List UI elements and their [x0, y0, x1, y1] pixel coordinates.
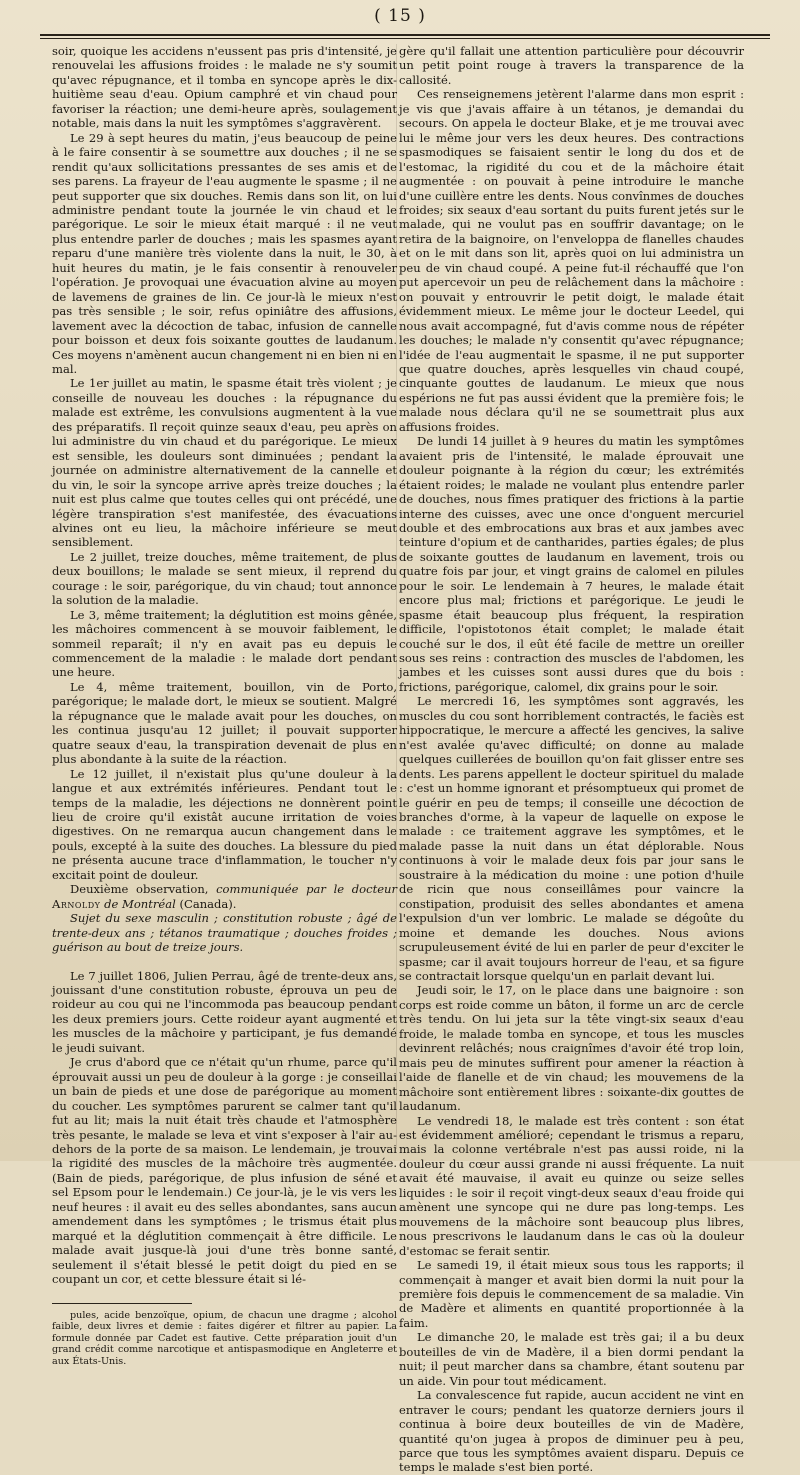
observation-place-paren: (Canada). [179, 896, 237, 911]
page-number: ( 15 ) [374, 6, 426, 26]
paragraph: Le vendredi 18, le malade est très content : son état est évidemment amélioré; cependant le trismus a reparu, mais la colonne vertébrale n'est pas aussi roide, ni la douleur du cœur aussi grande ni aussi fréquente. La nuit avait été mauvaise, il avait eu quinze ou seize selles liquides : le soir il reçoit vingt-deux seaux d'eau froide qui amènent une syncope qui ne dure pas long-temps. Les mouvemens de la mâchoire sont beaucoup plus libres, nous prescrivons le laudanum dans le cas où la douleur d'estomac se ferait sentir. [399, 1113, 744, 1258]
observation-author-suffix: de [104, 896, 119, 911]
header-rule [40, 34, 770, 36]
observation-heading [52, 882, 397, 911]
observation-author: Arnoldy [52, 896, 101, 911]
paragraph: Le 1er juillet au matin, le spasme était très violent ; je conseille de nouveau les douches : la répugnance du malade est extrême, les convulsions augmentent à la vue des préparatifs. Il reçoit quinze seaux d'eau, peu après on lui administre du vin chaud et du parégorique. Le mieux est sensible, les douleurs sont diminuées ; pendant la journée on administre alternativement de la cannelle et du vin, le soir la syncope arrive après treize douches ; la nuit est plus calme que toutes celles qui ont précédé, une légère transpiration s'est manifestée, des évacuations alvines ont eu lieu, la mâchoire inférieure se meut sensiblement. [52, 376, 397, 550]
header-rule-thin [40, 38, 770, 39]
paragraph: Le 29 à sept heures du matin, j'eus beaucoup de peine à le faire consentir à se soumettre aux douches ; il ne se rendit qu'aux sollicitations pressantes de ses amis et de ses parens. La frayeur de l'eau augmente le spasme ; il ne peut supporter que six douches. Remis dans son lit, on lui administre pendant toute la journée le vin chaud et le parégorique. Le soir le mieux était marqué : il ne veut plus entendre parler de douches ; mais les spasmes ayant reparu d'une manière très violente dans la nuit, le 30, à huit heures du matin, je le fais consentir à renouveler l'opération. Je provoquai une évacuation alvine au moyen de lavemens de graines de lin. Ce jour-là le mieux n'est pas très sensible ; le soir, refus opiniâtre des affusions, lavement avec la décoction de tabac, infusion de cannelle pour boisson et deux fois soixante gouttes de laudanum. Ces moyens n'amènent aucun changement ni en bien ni en mal. [52, 130, 397, 376]
paragraph: Ces renseignemens jetèrent l'alarme dans mon esprit : je vis que j'avais affaire à un tétanos, je demandai du secours. On appela le docteur Blake, et je me trouvai avec lui le même jour vers les deux heures. Des contractions spasmodiques se faisaient sentir le long du dos et de l'estomac, la rigidité du cou et de la mâchoire était augmentée : on pouvait à peine introduire le manche d'une cuillère entre les dents. Nous convînmes de douches froides; six seaux d'eau sortant du puits furent jetés sur le malade, qui ne voulut pas en souffrir davantage; on le retira de la baignoire, on l'enveloppa de flanelles chaudes et on le mit dans son lit, après quoi on lui administra un peu de vin chaud coupé. A peine fut-il réchauffé que l'on put apercevoir un peu de relâchement dans la mâchoire : on pouvait y entrouvrir le petit doigt, le malade était évidemment mieux. Le même jour le docteur Leedel, qui nous avait accompagné, fut d'avis comme nous de répéter les douches; le malade n'y consentit qu'avec répugnance; l'idée de l'eau augmentait le spasme, il ne put supporter que quatre douches, après lesquelles vin chaud coupé, cinquante gouttes de laudanum. Le mieux que nous espérions ne fut pas aussi évident que la première fois; le malade nous déclara qu'il ne se soumettrait plus aux affusions froides. [399, 87, 744, 434]
right-column [399, 44, 744, 1475]
observation-communicated: communiquée par le docteur [216, 882, 397, 897]
paragraph: Le 7 juillet 1806, Julien Perrau, âgé de trente-deux ans, jouissant d'une constitution robuste, éprouva un peu de roideur au cou qui ne l'incommoda pas beaucoup pendant les deux premiers jours. Cette roideur ayant augmenté et les muscles de la mâchoire y participant, je fus demandé le jeudi suivant. [52, 968, 397, 1055]
paragraph: Le 12 juillet, il n'existait plus qu'une douleur à la langue et aux extrémités inférieures. Pendant tout le temps de la maladie, les déjections ne donnèrent point lieu de croire qu'il existât aucune irritation de voies digestives. On ne remarqua aucun changement dans le pouls, excepté à la suite des douches. La blessure du pied ne présenta aucune trace d'inflammation, le toucher n'y excitait point de douleur. [52, 766, 397, 882]
observation-place: Montréal [122, 896, 176, 911]
paragraph: Le 4, même traitement, bouillon, vin de Porto, parégorique; le malade dort, le mieux se soutient. Malgré la répugnance que le malade avait pour les douches, on les continua jusqu'au 12 juillet; il pouvait supporter quatre seaux d'eau, la transpiration devenait de plus en plus abondante à la suite de la réaction. [52, 679, 397, 767]
paragraph: Le mercredi 16, les symptômes sont aggravés, les muscles du cou sont horriblement contractés, le faciès est hippocratique, le mercure a affecté les gencives, la salive n'est avalée qu'avec difficulté; on donne au malade quelques cuillerées de bouillon qu'on fait glisser entre ses dents. Les parens appellent le docteur spirituel du malade : c'est un homme ignorant et présomptueux qui promet de le guérir en peu de temps; il conseille une décoction de branches d'orme, à la vapeur de laquelle on expose le malade : ce traitement aggrave les symptômes, et le malade passe la nuit dans un état déplorable. Nous continuons à voir le malade deux fois par jour sans le soustraire à la médication du moine : une potion d'huile de ricin que nous conseillâmes pour vaincre la constipation, produisit des selles abondantes et amena l'expulsion d'un ver lombric. Le malade se dégoûte du moine et demande les douches. Nous avions scrupuleusement évité de lui en parler de peur d'exciter le spasme; car il avait toujours horreur de l'eau, et sa figure se contractait lorsque quelqu'un en parlait devant lui. [399, 694, 744, 983]
paragraph: De lundi 14 juillet à 9 heures du matin les symptômes avaient pris de l'intensité, le malade éprouvait une douleur poignante à la région du cœur; les extrémités étaient roides; le malade ne voulant plus entendre parler de douches, nous fîmes pratiquer des frictions à la partie interne des cuisses, avec une once d'onguent mercuriel double et des embrocations aux bras et aux jambes avec teinture d'opium et de cantharides, parties égales; de plus de soixante gouttes de laudanum en lavement, trois ou quatre fois par jour, et vingt grains de calomel en pilules pour le soir. Le lendemain à 7 heures, le malade était encore plus mal; frictions et parégorique. Le jeudi le spasme était beaucoup plus fréquent, la respiration difficile, l'opistotonos était complet; le malade était couché sur le dos, il eût été facile de mettre un oreiller sous ses reins : contraction des muscles de l'abdomen, les jambes et les cuisses sont aussi dures que du bois : frictions, parégorique, calomel, dix grains pour le soir. [399, 434, 744, 694]
paragraph: La convalescence fut rapide, aucun accident ne vint en entraver le cours; pendant les quatorze derniers jours il continua à boire deux bouteilles de vin de Madère, quantité qu'on jugea à propos de diminuer peu à peu, parce que tous les symptômes avaient disparu. Depuis ce temps le malade s'est bien porté. [399, 1388, 744, 1475]
paragraph: Jeudi soir, le 17, on le place dans une baignoire : son corps est roide comme un bâton, il forme un arc de cercle très tendu. On lui jeta sur la tête vingt-six seaux d'eau froide, le malade tomba en syncope, et tous les muscles devinrent relâchés; nous craignîmes d'avoir été trop loin, mais peu de minutes suffirent pour amener la réaction à l'aide de flanelle et de vin chaud; les mouvemens de la mâchoire sont entièrement libres : soixante-dix gouttes de laudanum. [399, 983, 744, 1114]
page-header [0, 6, 800, 30]
left-column [52, 44, 397, 1367]
paragraph: Je crus d'abord que ce n'était qu'un rhume, parce qu'il éprouvait aussi un peu de douleur à la gorge : je conseillai un bain de pieds et une dose de parégorique au moment du coucher. Les symptômes parurent se calmer tant qu'il fut au lit; mais la nuit était très chaude et l'atmosphère très pesante, le malade se leva et vint s'exposer à l'air au-dehors de la porte de sa maison. Le lendemain, je trouvai la rigidité des muscles de la mâchoire très augmentée. (Bain de pieds, parégorique, de plus infusion de séné et sel Epsom pour le lendemain.) Ce jour-là, je le vis vers les neuf heures : il avait eu des selles abondantes, sans aucun amendement dans les symptômes ; le trismus était plus marqué et la déglutition commençait à être difficile. Le malade avait jusque-là joui d'une très bonne santé, seulement il s'était blessé le petit doigt du pied en se coupant un cor, et cette blessure était si lé- [52, 1055, 397, 1287]
footnote-separator [52, 1303, 192, 1304]
paragraph: soir, quoique les accidens n'eussent pas pris d'intensité, je renouvelai les affusions froides : le malade ne s'y soumit qu'avec répugnance, et il tomba en syncope après le dix-huitième seau d'eau. Opium camphré et vin chaud pour favoriser la réaction; une demi-heure après, soulagement notable, mais dans la nuit les symptômes s'aggravèrent. [52, 44, 397, 131]
paragraph: Le dimanche 20, le malade est très gai; il a bu deux bouteilles de vin de Madère, il a bien dormi pendant la nuit; il peut marcher dans sa chambre, étant soutenu par un aide. Vin pour tout médicament. [399, 1330, 744, 1388]
footnote: pules, acide benzoïque, opium, de chacun une dragme ; alcohol faible, deux livres et demie : faites digérer et filtrer au papier. La formule donnée par Cadet est fautive. Cette préparation jouit d'un grand crédit comme narcotique et antispasmodique en Angleterre et aux États-Unis. [52, 1309, 397, 1367]
observation-summary: Sujet du sexe masculin ; constitution robuste ; âgé de trente-deux ans ; tétanos traumatique ; douches froides ; guérison au bout de treize jours. [52, 911, 397, 955]
observation-title: Deuxième observation, [70, 882, 209, 897]
paragraph: gère qu'il fallait une attention particulière pour découvrir un petit point rouge à travers la transparence de la callosité. [399, 44, 744, 87]
paragraph: Le 3, même traitement; la déglutition est moins gênée, les mâchoires commencent à se mouvoir faiblement, le sommeil reparaît; il n'y en avait pas eu depuis le commencement de la maladie : le malade dort pendant une heure. [52, 607, 397, 680]
paragraph: Le 2 juillet, treize douches, même traitement, de plus deux bouillons; le malade se sent mieux, il reprend du courage : le soir, parégorique, du vin chaud; tout annonce la solution de la maladie. [52, 549, 397, 608]
paragraph: Le samedi 19, il était mieux sous tous les rapports; il commençait à manger et avait bien dormi la nuit pour la première fois depuis le commencement de sa maladie. Vin de Madère et aliments en quantité proportionnée à la faim. [399, 1258, 744, 1330]
